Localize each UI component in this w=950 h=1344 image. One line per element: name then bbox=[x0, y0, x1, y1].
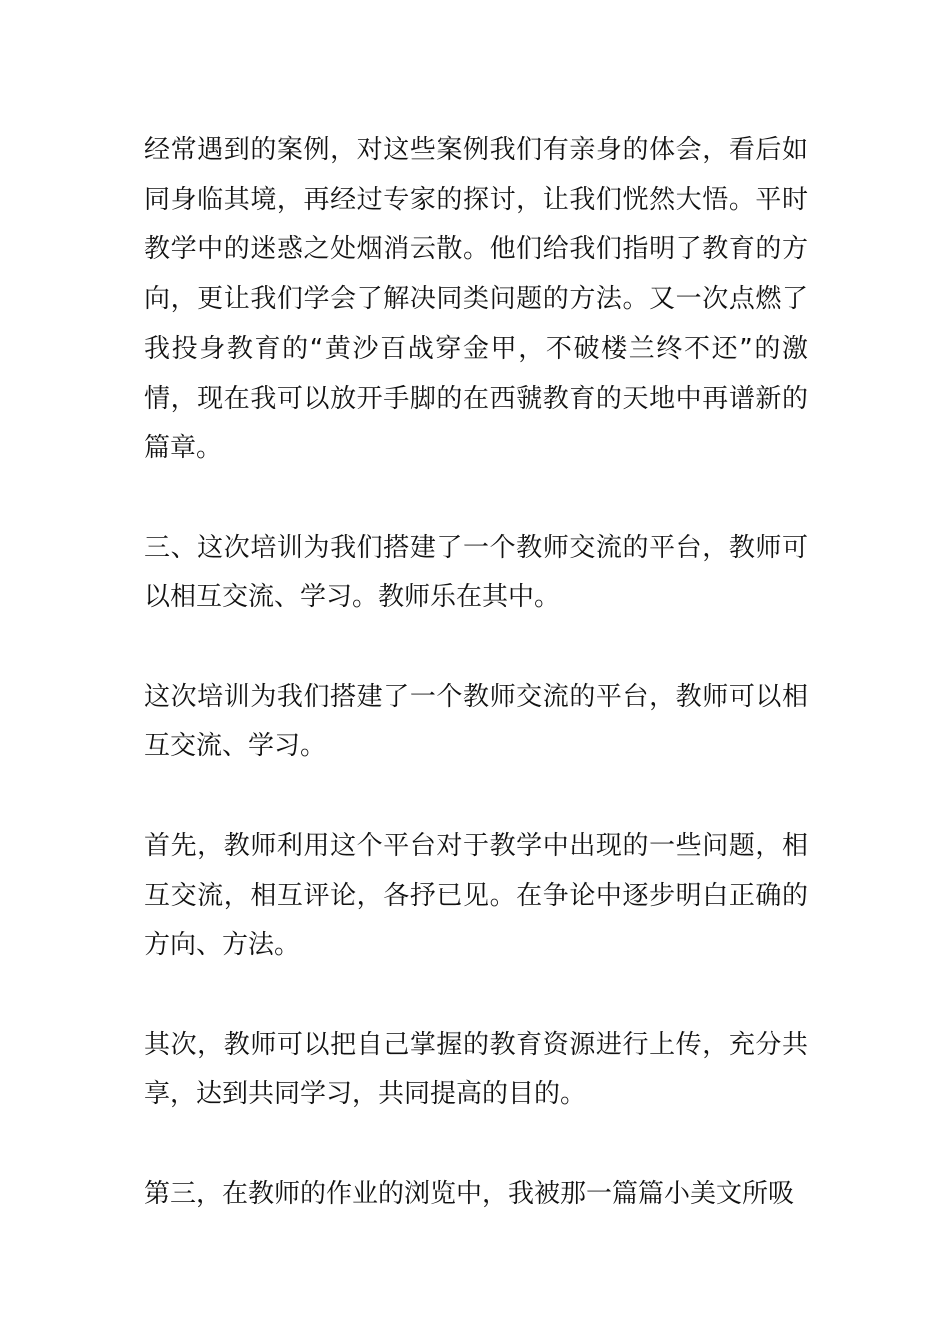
paragraph-first: 首先，教师利用这个平台对于教学中出现的一些问题，相互交流，相互评论，各抒已见。在争论中逐步明白正确的方向、方法。 bbox=[144, 830, 808, 961]
paragraph-case-reflection: 经常遇到的案例，对这些案例我们有亲身的体会，看后如同身临其境，再经过专家的探讨，让我们恍然大悟。平时教学中的迷惑之处烟消云散。他们给我们指明了教育的方向，更让我们学会了解决同类问题的方法。又一次点燃了我投身教育的“黄沙百战穿金甲，不破楼兰终不还”的激情，现在我可以放开手脚的在西虢教育的天地中再谱新的篇章。 bbox=[144, 135, 808, 464]
paragraph-third: 第三，在教师的作业的浏览中，我被那一篇篇小美文所吸 bbox=[144, 1178, 795, 1209]
document-body bbox=[144, 126, 808, 1219]
paragraph-second: 其次，教师可以把自己掌握的教育资源进行上传，充分共享，达到共同学习，共同提高的目的。 bbox=[144, 1029, 808, 1110]
paragraph-section-three-heading: 三、这次培训为我们搭建了一个教师交流的平台，教师可以相互交流、学习。教师乐在其中。 bbox=[144, 532, 808, 613]
paragraph-platform: 这次培训为我们搭建了一个教师交流的平台，教师可以相互交流、学习。 bbox=[144, 681, 808, 762]
